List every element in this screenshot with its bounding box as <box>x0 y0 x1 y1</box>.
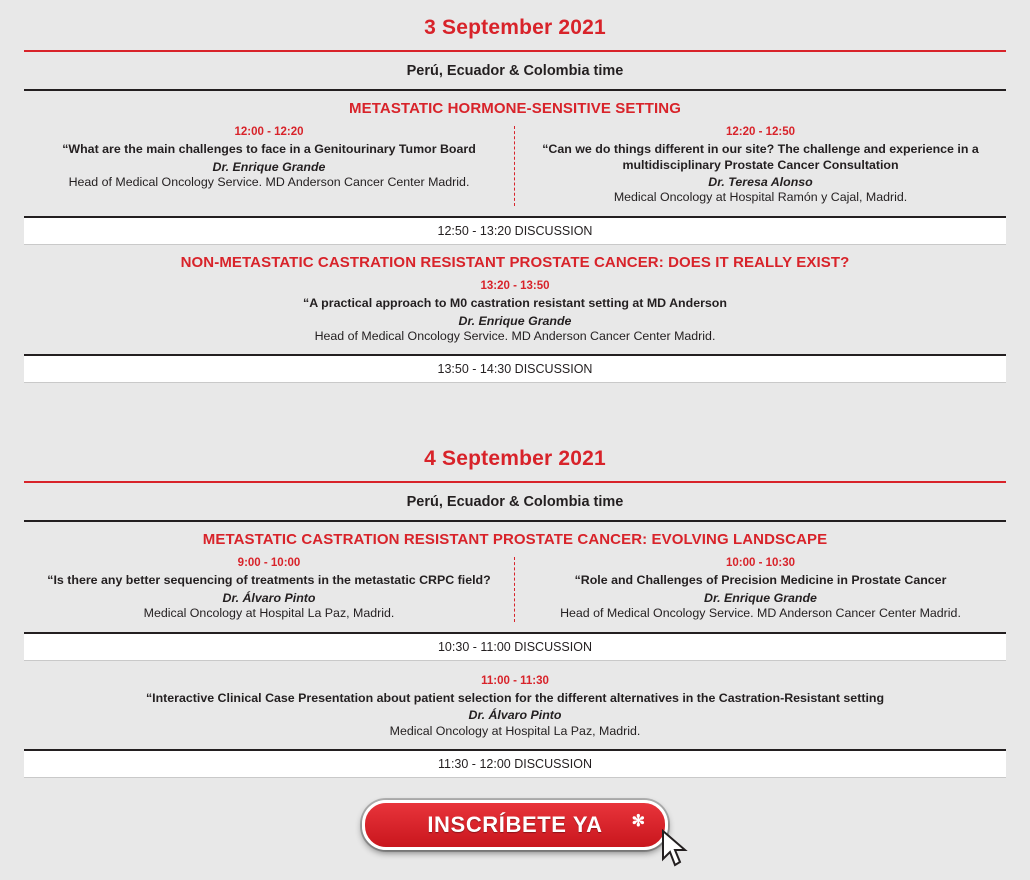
talk-item <box>24 675 1006 749</box>
day-2-body <box>24 483 1006 778</box>
day-title: 4 September 2021 <box>424 447 606 471</box>
talk-affiliation: Medical Oncology at Hospital La Paz, Madrid. <box>389 723 641 738</box>
register-button-label: INSCRÍBETE YA <box>427 812 603 838</box>
talk-title: “What are the main challenges to face in a Genitourinary Tumor Board <box>62 142 476 156</box>
cta-area <box>0 778 1030 850</box>
timezone-label: Perú, Ecuador & Colombia time <box>406 63 624 79</box>
talk-item <box>515 557 1006 621</box>
day-block-1 <box>24 0 1006 50</box>
talk-speaker: Dr. Enrique Grande <box>458 313 572 328</box>
talk-columns <box>24 126 1006 216</box>
talk-speaker: Dr. Enrique Grande <box>212 159 326 174</box>
talk-title: “Is there any better sequencing of treatments in the metastatic CRPC field? <box>47 573 491 588</box>
talk-speaker: Dr. Enrique Grande <box>704 591 817 605</box>
talk-time: 10:00 - 10:30 <box>725 557 796 570</box>
talk-speaker: Dr. Álvaro Pinto <box>222 591 316 605</box>
discussion-row: 12:50 - 13:20 DISCUSSION <box>24 216 1006 245</box>
talk-time: 9:00 - 10:00 <box>237 557 301 570</box>
talk-time: 12:20 - 12:50 <box>725 126 796 138</box>
talk-title: “Interactive Clinical Case Presentation about patient selection for the different alternatives in the Castration-Resistant setting <box>145 690 885 705</box>
discussion-row: 11:30 - 12:00 DISCUSSION <box>24 749 1006 778</box>
talk-time: 12:00 - 12:20 <box>234 126 304 138</box>
session-gap <box>24 661 1006 675</box>
talk-time: 11:00 - 11:30 <box>481 674 549 687</box>
day-gap <box>0 383 1030 431</box>
session-title: NON-METASTATIC CASTRATION RESISTANT PROSTATE CANCER: DOES IT REALLY EXIST? <box>180 254 850 271</box>
talk-affiliation: Head of Medical Oncology Service. MD Anderson Cancer Center Madrid. <box>68 174 470 189</box>
day-title: 3 September 2021 <box>424 16 606 39</box>
talk-item <box>24 557 515 621</box>
talk-item <box>24 126 515 206</box>
register-button[interactable] <box>362 800 668 850</box>
talk-time: 13:20 - 13:50 <box>480 280 550 292</box>
talk-item <box>515 126 1006 206</box>
talk-affiliation: Head of Medical Oncology Service. MD Anderson Cancer Center Madrid. <box>560 606 961 621</box>
talk-affiliation: Head of Medical Oncology Service. MD Anderson Cancer Center Madrid. <box>314 328 716 343</box>
talk-title: “A practical approach to M0 castration resistant setting at MD Anderson <box>303 296 727 310</box>
day-1-body <box>24 52 1006 383</box>
session-title: METASTATIC HORMONE-SENSITIVE SETTING <box>349 100 681 117</box>
talk-affiliation: Medical Oncology at Hospital La Paz, Madrid. <box>143 606 395 621</box>
timezone-label: Perú, Ecuador & Colombia time <box>406 494 624 511</box>
talk-speaker: Dr. Álvaro Pinto <box>468 708 562 723</box>
talk-affiliation: Medical Oncology at Hospital Ramón y Cajal, Madrid. <box>613 190 908 205</box>
talk-title: “Can we do things different in our site? The challenge and experience in a multidisciplinary Prostate Cancer Consultation <box>542 142 979 172</box>
sparkle-icon: ✻ <box>631 813 645 831</box>
day-block-2 <box>24 431 1006 481</box>
discussion-row: 10:30 - 11:00 DISCUSSION <box>24 632 1006 661</box>
session-title: METASTATIC CASTRATION RESISTANT PROSTATE CANCER: EVOLVING LANDSCAPE <box>202 531 828 549</box>
talk-speaker: Dr. Teresa Alonso <box>708 175 813 190</box>
discussion-row: 13:50 - 14:30 DISCUSSION <box>24 354 1006 383</box>
talk-item <box>24 280 1006 354</box>
cursor-icon <box>661 829 691 869</box>
talk-columns <box>24 557 1006 631</box>
talk-title: “Role and Challenges of Precision Medicine in Prostate Cancer <box>574 573 947 588</box>
